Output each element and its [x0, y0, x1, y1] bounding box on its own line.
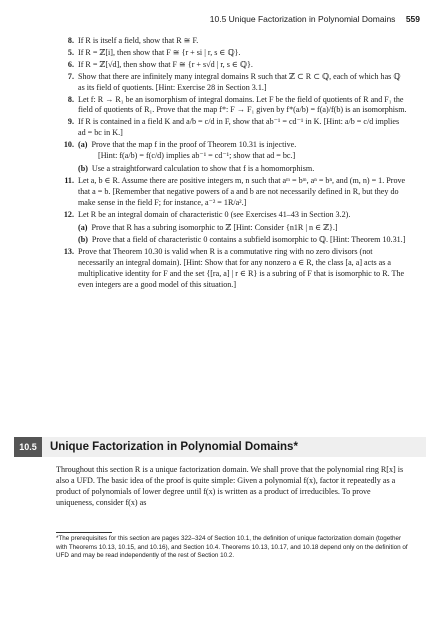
exercise-number: 5. — [67, 47, 74, 57]
exercise-number: 9. — [67, 117, 74, 127]
exercise-number: 8. — [67, 94, 74, 104]
footnote: *The prerequisites for this section are pages 322–324 of Section 10.1, the definition of unique factorization domain (together with Theorems 10.13, 10.15, and 10.16), and Section 10.4. Theorems 10.13, 10.17, and 10.18 depend only on the definition of UFD and may be read independently of the rest of Section 10.2. — [56, 535, 408, 560]
exercise-number: 6. — [67, 59, 74, 69]
exercise-item — [56, 60, 408, 71]
exercise-item — [56, 210, 408, 247]
exercise-text: Let f: R → R₁ be an isomorphism of integral domains. Let F be the field of quotients of R and F₁ the field of quotients of R₁. Prove that the map f*: F → F₁ given by f*(a/b) = f(a)/f(b) is an isomorphism. — [78, 94, 407, 115]
exercise-part — [78, 164, 408, 175]
exercise-item — [56, 36, 408, 47]
section-heading-bar — [14, 437, 426, 457]
section-intro-paragraph: Throughout this section R is a unique factorization domain. We shall prove that the polynomial ring R[x] is also a UFD. The basic idea of the proof is quite simple: Given a polynomial f(x), factor it repeatedly as a product of polynomials of lower degree until f(x) is written as a product of irreducibles. To prove uniqueness, consider f(x) as — [56, 465, 404, 507]
exercise-text: Show that there are infinitely many integral domains R such that ℤ ⊂ R ⊂ ℚ, each of which has ℚ as its field of quotients. [Hint: Exercise 28 in Section 3.1.] — [78, 71, 401, 92]
exercise-text: If R = ℤ[i], then show that F ≅ {r + si | r, s ∈ ℚ}. — [78, 47, 241, 57]
exercise-part — [78, 223, 408, 234]
exercise-number: 7. — [67, 71, 74, 81]
part-label: (a) — [78, 140, 88, 150]
part-label: (b) — [78, 163, 88, 173]
exercise-list — [56, 36, 408, 292]
part-text: Prove that the map f in the proof of Theorem 10.31 is injective. — [91, 140, 297, 150]
running-header — [0, 14, 420, 24]
exercise-part — [78, 235, 408, 246]
part-hint: [Hint: f(a/b) = f(c/d) implies ab⁻¹ = cd⁻¹; show that ad = bc.] — [98, 151, 296, 161]
exercise-number: 12. — [63, 209, 74, 219]
section-number-badge: 10.5 — [14, 437, 42, 457]
part-label: (b) — [78, 235, 88, 245]
exercise-text: If R = ℤ[√d], then show that F ≅ {r + s√d | r, s ∈ ℚ}. — [78, 59, 253, 69]
exercise-number: 11. — [64, 175, 74, 185]
exercise-text: If R is itself a field, show that R ≅ F. — [78, 36, 199, 45]
exercise-number: 13. — [63, 247, 74, 257]
exercise-item — [56, 176, 408, 209]
section-title: Unique Factorization in Polynomial Domains* — [50, 441, 298, 453]
part-label: (a) — [78, 222, 88, 232]
exercise-text: Let a, b ∈ R. Assume there are positive integers m, n such that aᵐ = bᵐ, aⁿ = bⁿ, and (m, n) = 1. Prove that a = b. [Remember that negative powers of a and b are not necessarily defined in R, but they do make sense in the field F; for instance, a⁻² = 1R/a².] — [78, 175, 406, 207]
part-text: Prove that a field of characteristic 0 contains a subfield isomorphic to ℚ. [Hint: Theorem 10.31.] — [91, 235, 406, 245]
exercise-item — [56, 140, 408, 175]
exercise-number: 8. — [67, 36, 74, 45]
exercise-number: 10. — [63, 140, 74, 150]
exercise-item — [56, 247, 408, 291]
exercise-item — [56, 117, 408, 139]
exercise-item — [56, 48, 408, 59]
exercise-text: Prove that Theorem 10.30 is valid when R is a commutative ring with no zero divisors (not necessarily an integral domain). [Hint: Show that for any nonzero a ∈ R, the class [a, a] acts as a multiplicative identity for F and the set {[ra, a] | r ∈ R} is a subring of F that is isomorphic to R. The even integers are a good model of this situation.] — [78, 247, 405, 290]
part-text: Prove that R has a subring isomorphic to ℤ [Hint: Consider {n1R | n ∈ ℤ}.] — [91, 222, 338, 232]
footnote-divider — [56, 532, 112, 533]
page-number: 559 — [405, 14, 420, 24]
exercise-item — [56, 95, 408, 117]
part-text: Use a straightforward calculation to show that f is a homomorphism. — [91, 163, 315, 173]
running-title: 10.5 Unique Factorization in Polynomial Domains — [209, 14, 396, 24]
exercise-text: Let R be an integral domain of characteristic 0 (see Exercises 41–43 in Section 3.2). — [78, 209, 351, 219]
exercise-part — [78, 140, 408, 162]
exercise-item — [56, 72, 408, 94]
exercise-text: If R is contained in a field K and a/b = c/d in F, show that ab⁻¹ = cd⁻¹ in K. [Hint: a/b = c/d implies ad = bc in K.] — [78, 117, 400, 138]
